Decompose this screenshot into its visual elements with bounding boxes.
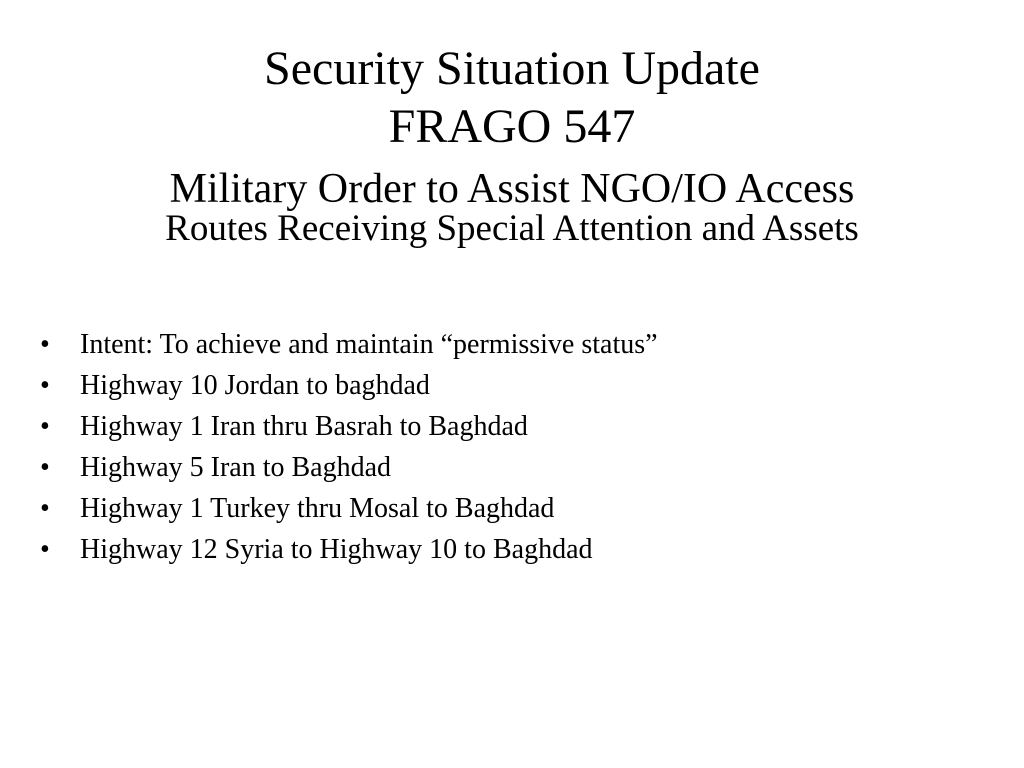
bullet-text: Highway 10 Jordan to baghdad [80,370,430,401]
bullet-item [40,324,1000,365]
bullet-item [40,529,1000,570]
bullet-text: Highway 1 Turkey thru Mosal to Baghdad [80,493,555,524]
bullet-text: Intent: To achieve and maintain “permissive status” [80,329,658,360]
title-line-4: Routes Receiving Special Attention and Assets [165,208,859,249]
slide-title [0,40,1024,248]
bullet-item [40,365,1000,406]
bullet-text: Highway 1 Iran thru Basrah to Baghdad [80,411,528,442]
bullet-icon: • [40,329,50,360]
title-line-3: Military Order to Assist NGO/IO Access [169,166,855,212]
bullet-icon: • [40,493,50,524]
bullet-icon: • [40,411,50,442]
bullet-list [40,324,1000,570]
bullet-icon: • [40,452,50,483]
title-line-1: Security Situation Update [264,42,760,95]
title-line-2: FRAGO 547 [388,100,636,153]
bullet-text: Highway 12 Syria to Highway 10 to Baghdad [80,534,593,565]
bullet-icon: • [40,534,50,565]
bullet-text: Highway 5 Iran to Baghdad [80,452,392,483]
bullet-item [40,447,1000,488]
bullet-item [40,488,1000,529]
bullet-item [40,406,1000,447]
bullet-icon: • [40,370,50,401]
